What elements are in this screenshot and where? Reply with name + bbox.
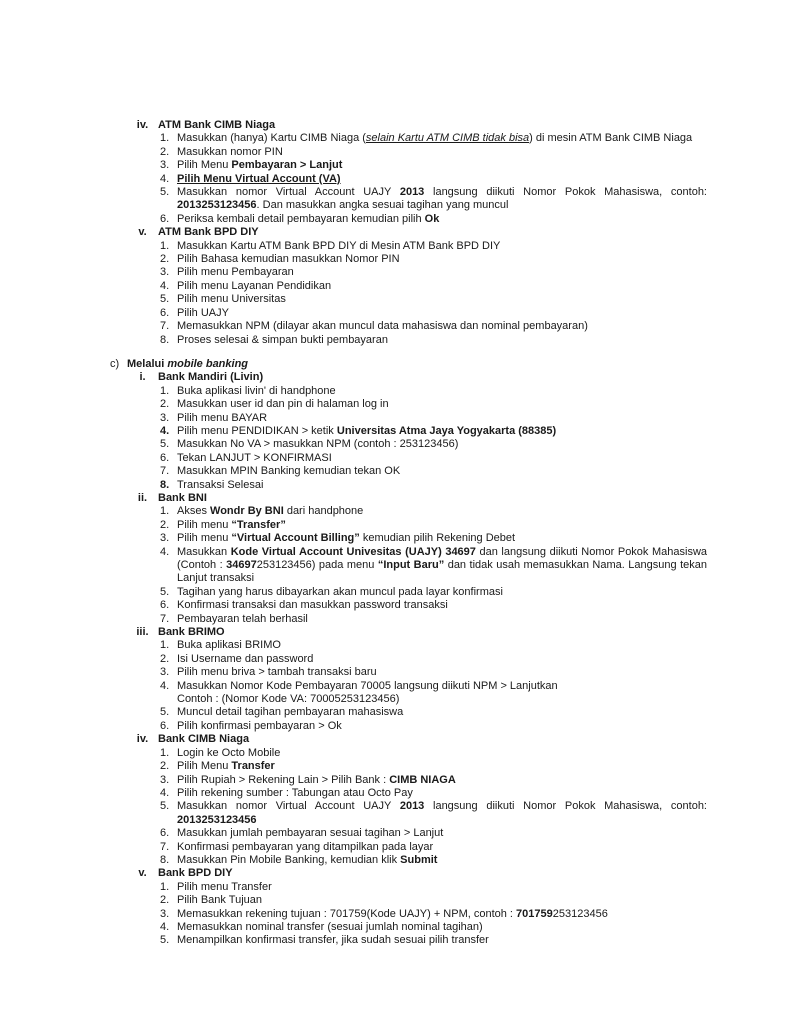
item-number: 4. <box>160 786 170 799</box>
item-number: 2. <box>160 398 170 411</box>
item-text <box>177 438 707 451</box>
list-marker: iv. <box>136 119 149 131</box>
text-segment: Buka aplikasi livin' di handphone <box>177 384 336 397</box>
item-text <box>177 452 707 465</box>
list-item <box>0 841 707 854</box>
item-text <box>177 881 707 894</box>
item-text <box>177 253 707 266</box>
text-segment: Wondr By BNI <box>210 505 284 518</box>
text-segment: Pilih menu BAYAR <box>177 411 268 424</box>
text-segment: “Virtual Account Billing” <box>231 532 360 545</box>
text-segment: Masukkan nomor PIN <box>177 145 283 158</box>
text-segment: . Dan masukkan angka sesuai tagihan yang muncul <box>256 199 509 212</box>
item-number: 7. <box>160 612 170 625</box>
text-segment: Masukkan <box>177 545 231 558</box>
item-text <box>177 132 707 145</box>
bank-section-heading <box>0 867 707 880</box>
item-number: 2. <box>160 894 170 907</box>
text-segment: Pilih menu Layanan Pendidikan <box>177 279 332 292</box>
item-text <box>177 320 707 333</box>
item-number: 4. <box>160 679 170 692</box>
text-segment: Ok <box>424 212 440 225</box>
item-number: 7. <box>160 320 170 333</box>
list-item <box>0 854 707 867</box>
list-item <box>0 320 707 333</box>
list-marker: i. <box>139 371 146 384</box>
item-number: 3. <box>160 773 170 786</box>
item-number: 4. <box>160 920 170 933</box>
bank-section-heading <box>0 492 707 505</box>
list-item <box>0 666 707 679</box>
list-marker: iii. <box>136 626 149 639</box>
item-text <box>177 425 707 438</box>
item-number: 1. <box>160 880 170 893</box>
item-text <box>177 760 707 773</box>
list-item <box>0 132 707 145</box>
item-text <box>177 213 707 226</box>
item-text <box>177 546 707 586</box>
text-segment: “Transfer” <box>231 518 286 531</box>
item-number: 3. <box>160 907 170 920</box>
list-marker: iv. <box>136 733 149 746</box>
list-item <box>0 613 707 626</box>
text-segment: Pilih menu <box>177 532 232 545</box>
text-segment: Pembayaran telah berhasil <box>177 612 308 625</box>
text-segment: Masukkan MPIN Banking kemudian tekan OK <box>177 465 401 478</box>
list-item <box>0 908 707 921</box>
item-text <box>177 854 707 867</box>
text-segment: Pilih Menu <box>177 159 232 172</box>
list-item <box>0 706 707 719</box>
text-segment: Pilih menu Pembayaran <box>177 266 294 279</box>
bank-section-heading <box>0 733 707 746</box>
item-number: 6. <box>160 719 170 732</box>
text-segment: Akses <box>177 505 211 518</box>
item-number: 4. <box>160 279 170 292</box>
list-item <box>0 599 707 612</box>
text-segment: Transaksi Selesai <box>177 478 264 491</box>
list-marker: c) <box>110 357 120 370</box>
text-segment: Submit <box>400 853 438 866</box>
item-text <box>177 412 707 425</box>
item-number: 1. <box>160 505 170 518</box>
item-text <box>177 465 707 478</box>
text-segment: Pilih menu PENDIDIKAN > ketik <box>177 424 337 437</box>
bank-title: ATM Bank BPD DIY <box>158 226 259 239</box>
text-segment: 2013253123456 <box>177 199 257 212</box>
text-segment: Masukkan Kartu ATM Bank BPD DIY di Mesin ATM Bank BPD DIY <box>177 239 501 252</box>
item-text <box>177 586 707 599</box>
item-number: 4. <box>160 424 170 437</box>
text-segment: langsung diikuti Nomor Pokok Mahasiswa, contoh: <box>424 186 707 199</box>
item-number: 6. <box>160 451 170 464</box>
list-item <box>0 293 707 306</box>
item-text <box>177 720 707 733</box>
text-segment: Konfirmasi transaksi dan masukkan password transaksi <box>177 599 448 612</box>
item-text <box>177 747 707 760</box>
text-segment: Buka aplikasi BRIMO <box>177 639 281 652</box>
item-text <box>177 599 707 612</box>
text-segment: Menampilkan konfirmasi transfer, jika sudah sesuai pilih transfer <box>177 934 489 947</box>
item-text <box>177 240 707 253</box>
item-text <box>177 334 707 347</box>
text-segment: Proses selesai & simpan bukti pembayaran <box>177 333 388 346</box>
list-item <box>0 173 707 186</box>
list-item <box>0 639 707 652</box>
list-item <box>0 186 707 213</box>
text-segment: Masukkan nomor Virtual Account UAJY <box>177 800 400 813</box>
item-text <box>177 921 707 934</box>
text-segment: Memasukkan NPM (dilayar akan muncul data mahasiswa dan nominal pembayaran) <box>177 320 588 333</box>
bank-title: ATM Bank CIMB Niaga <box>158 119 276 131</box>
item-number: 4. <box>160 545 170 558</box>
text-segment: Melalui <box>127 357 168 370</box>
section-title <box>127 358 707 371</box>
text-segment: 701759 <box>516 907 553 920</box>
text-segment: 253123456 <box>552 907 608 920</box>
item-number: 5. <box>160 800 170 813</box>
bank-section-heading <box>0 119 707 132</box>
bank-title: Bank CIMB Niaga <box>158 733 250 746</box>
item-number: 5. <box>160 293 170 306</box>
item-text <box>177 787 707 800</box>
text-segment: dan langsung diikuti Nomor Pokok Mahasiswa (Contoh : <box>177 545 708 571</box>
item-number: 1. <box>160 746 170 759</box>
list-item <box>0 412 707 425</box>
item-text <box>177 841 707 854</box>
list-item <box>0 146 707 159</box>
text-segment: Masukkan Nomor Kode Pembayaran 70005 langsung diikuti NPM > Lanjutkan <box>177 679 558 692</box>
item-number: 4. <box>160 172 170 185</box>
bank-section-heading <box>0 371 707 384</box>
text-segment: 2013 <box>399 800 425 813</box>
item-text <box>177 266 707 279</box>
list-item <box>0 760 707 773</box>
item-number: 1. <box>160 132 170 145</box>
list-item <box>0 720 707 733</box>
list-item <box>0 438 707 451</box>
list-item <box>0 519 707 532</box>
text-segment: Masukkan (hanya) Kartu CIMB Niaga ( <box>177 132 366 145</box>
text-segment: Pilih UAJY <box>177 306 229 319</box>
item-text <box>177 293 707 306</box>
list-item <box>0 546 707 586</box>
list-marker: v. <box>138 226 147 239</box>
bank-title: Bank BRIMO <box>158 626 225 639</box>
text-segment: Masukkan nomor Virtual Account UAJY <box>177 186 400 199</box>
item-number: 7. <box>160 465 170 478</box>
item-text <box>177 146 707 159</box>
list-item <box>0 240 707 253</box>
item-text <box>177 639 707 652</box>
list-item <box>0 894 707 907</box>
list-item <box>0 680 707 707</box>
bank-section-heading <box>0 226 707 239</box>
text-segment: Masukkan user id dan pin di halaman log in <box>177 398 389 411</box>
list-item <box>0 266 707 279</box>
item-number: 3. <box>160 411 170 424</box>
list-marker: v. <box>138 867 147 880</box>
text-segment: Periksa kembali detail pembayaran kemudian pilih <box>177 212 425 225</box>
item-text <box>177 706 707 719</box>
item-text <box>177 827 707 840</box>
text-segment: Isi Username dan password <box>177 652 314 665</box>
text-segment: 2013253123456 <box>177 813 257 826</box>
text-segment: Pilih menu Transfer <box>177 880 272 893</box>
item-text <box>177 666 707 679</box>
item-text <box>177 774 707 787</box>
text-segment: Tekan LANJUT > KONFIRMASI <box>177 451 332 464</box>
item-text <box>177 613 707 626</box>
list-item <box>0 385 707 398</box>
text-segment: Tagihan yang harus dibayarkan akan muncul pada layar konfirmasi <box>177 585 503 598</box>
list-marker: ii. <box>137 491 148 504</box>
item-text <box>177 479 707 492</box>
text-segment: dari handphone <box>283 505 364 518</box>
bank-title: Bank Mandiri (Livin) <box>158 371 264 384</box>
list-item <box>0 213 707 226</box>
item-number: 2. <box>160 760 170 773</box>
text-segment: Contoh : (Nomor Kode VA: 70005253123456) <box>177 693 400 706</box>
item-number: 3. <box>160 266 170 279</box>
list-item <box>0 747 707 760</box>
item-number: 2. <box>160 145 170 158</box>
text-segment: 253123456) pada menu <box>256 559 378 571</box>
text-segment: Masukkan No VA > masukkan NPM (contoh : 253123456) <box>177 438 459 451</box>
text-segment: Pilih menu <box>177 518 232 531</box>
list-item <box>0 398 707 411</box>
item-text <box>177 908 707 921</box>
list-item <box>0 452 707 465</box>
text-segment: Login ke Octo Mobile <box>177 746 281 759</box>
item-text <box>177 800 707 827</box>
text-segment: Pilih rekening sumber : Tabungan atau Octo Pay <box>177 786 413 799</box>
list-item <box>0 425 707 438</box>
text-segment: ) di mesin ATM Bank CIMB Niaga <box>529 132 693 145</box>
item-text <box>177 532 707 545</box>
item-text <box>177 307 707 320</box>
text-segment: “Input Baru” <box>377 559 445 571</box>
item-number: 1. <box>160 639 170 652</box>
text-segment: mobile banking <box>167 357 249 370</box>
list-item <box>0 307 707 320</box>
text-segment: 2013 <box>399 186 425 199</box>
item-number: 1. <box>160 384 170 397</box>
item-text <box>177 186 707 213</box>
item-number: 8. <box>160 333 170 346</box>
text-segment: Memasukkan nominal transfer (sesuai jumlah nominal tagihan) <box>177 920 483 933</box>
text-segment: Pembayaran > Lanjut <box>231 159 343 172</box>
text-segment: Masukkan jumlah pembayaran sesuai tagihan > Lanjut <box>177 827 444 840</box>
list-item <box>0 159 707 172</box>
text-segment: Pilih Menu Virtual Account (VA) <box>177 172 341 185</box>
list-item <box>0 253 707 266</box>
text-segment: Pilih menu Universitas <box>177 293 286 306</box>
item-number: 2. <box>160 518 170 531</box>
text-segment: CIMB NIAGA <box>389 773 456 786</box>
bank-title: Bank BPD DIY <box>158 867 233 880</box>
item-text <box>177 280 707 293</box>
item-number: 6. <box>160 306 170 319</box>
list-item <box>0 881 707 894</box>
item-number: 5. <box>160 438 170 451</box>
item-number: 8. <box>160 478 170 491</box>
item-text <box>177 894 707 907</box>
item-number: 1. <box>160 239 170 252</box>
list-item <box>0 774 707 787</box>
list-item <box>0 586 707 599</box>
item-text <box>177 385 707 398</box>
text-segment: 34697 <box>226 559 257 571</box>
item-number: 3. <box>160 666 170 679</box>
item-number: 3. <box>160 159 170 172</box>
text-segment: dan tidak usah memasukkan Nama. Langsung tekan Lanjut transaksi <box>177 559 707 585</box>
text-segment: Pilih menu briva > tambah transaksi baru <box>177 666 377 679</box>
item-number: 5. <box>160 585 170 598</box>
text-segment: Muncul detail tagihan pembayaran mahasiswa <box>177 706 404 719</box>
item-number: 6. <box>160 212 170 225</box>
text-segment: Kode Virtual Account Univesitas (UAJY) 34697 <box>230 545 476 558</box>
list-item <box>0 653 707 666</box>
item-text <box>177 398 707 411</box>
item-text <box>177 680 707 707</box>
list-item <box>0 334 707 347</box>
item-text <box>177 505 707 518</box>
item-number: 5. <box>160 186 170 199</box>
list-item <box>0 280 707 293</box>
item-text <box>177 934 707 947</box>
text-segment: Konfirmasi pembayaran yang ditampilkan pada layar <box>177 840 434 853</box>
item-number: 5. <box>160 706 170 719</box>
payment-instructions <box>0 119 707 948</box>
text-segment: Universitas Atma Jaya Yogyakarta (88385) <box>336 424 557 437</box>
item-number: 7. <box>160 840 170 853</box>
text-segment: Pilih konfirmasi pembayaran > Ok <box>177 719 342 732</box>
list-item <box>0 921 707 934</box>
text-segment: selain Kartu ATM CIMB tidak bisa <box>365 132 530 145</box>
item-text <box>177 519 707 532</box>
text-segment: Memasukkan rekening tujuan : 701759(Kode UAJY) + NPM, contoh : <box>177 907 517 920</box>
text-segment: kemudian pilih Rekening Debet <box>359 532 516 545</box>
list-item <box>0 934 707 947</box>
text-segment: Pilih Rupiah > Rekening Lain > Pilih Bank : <box>177 773 390 786</box>
item-number: 5. <box>160 934 170 947</box>
list-item <box>0 479 707 492</box>
text-segment: Transfer <box>231 760 275 773</box>
item-number: 8. <box>160 853 170 866</box>
item-number: 6. <box>160 599 170 612</box>
item-number: 2. <box>160 253 170 266</box>
bank-title: Bank BNI <box>158 491 207 504</box>
list-item <box>0 787 707 800</box>
list-item <box>0 505 707 518</box>
item-number: 3. <box>160 532 170 545</box>
list-item <box>0 532 707 545</box>
item-text <box>177 653 707 666</box>
text-segment: Pilih Bank Tujuan <box>177 894 262 907</box>
text-segment: Pilih Menu <box>177 760 232 773</box>
item-number: 6. <box>160 827 170 840</box>
text-segment: Pilih Bahasa kemudian masukkan Nomor PIN <box>177 253 400 266</box>
bank-section-heading <box>0 626 707 639</box>
list-item <box>0 827 707 840</box>
item-text <box>177 173 707 186</box>
item-number: 2. <box>160 652 170 665</box>
letter-heading <box>0 358 707 371</box>
text-segment: langsung diikuti Nomor Pokok Mahasiswa, contoh: <box>424 800 707 813</box>
item-text <box>177 159 707 172</box>
list-item <box>0 800 707 827</box>
list-item <box>0 465 707 478</box>
text-segment: Masukkan Pin Mobile Banking, kemudian klik <box>177 853 401 866</box>
